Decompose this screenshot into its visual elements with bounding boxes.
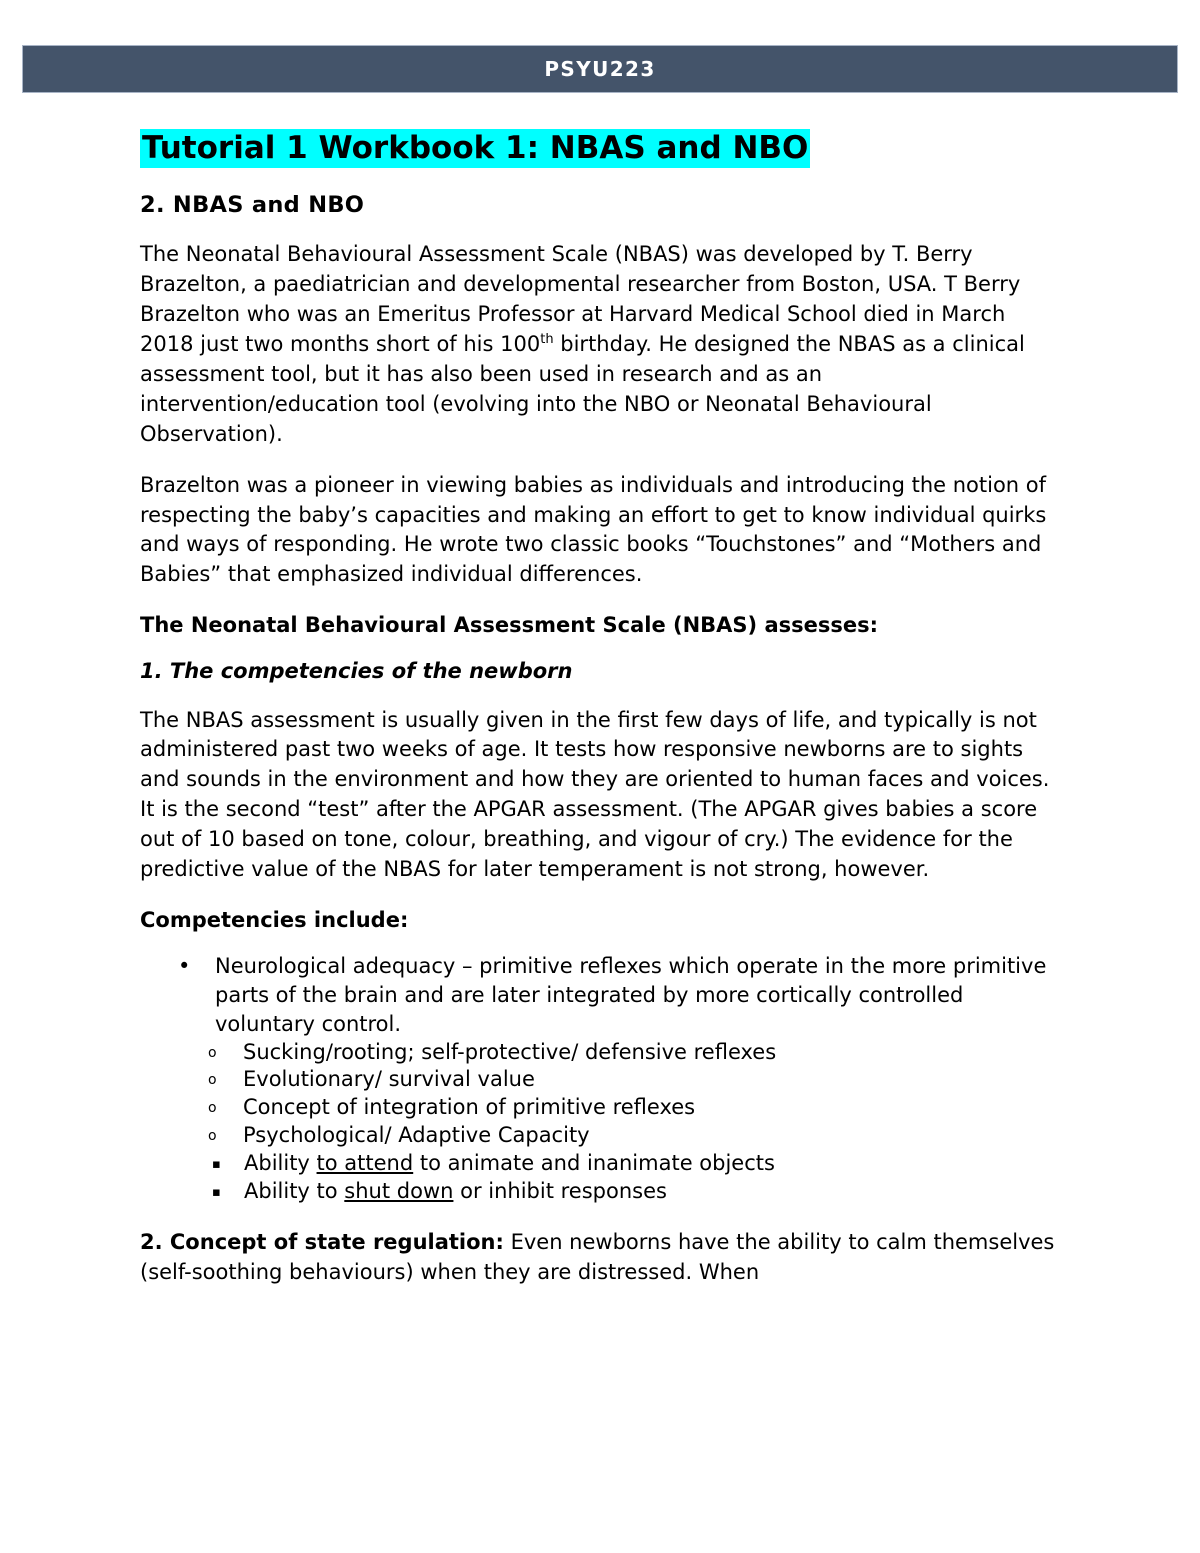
list-item-text-underlined: to attend [316, 1151, 414, 1176]
list-item [212, 1178, 1060, 1206]
bullet-circle-icon: o [208, 1128, 217, 1145]
list-item-label: Neurological adequacy – primitive reflexes which operate in the more primitive parts of the brain and are later integrated by more cortically controlled voluntary control. [215, 954, 1047, 1036]
competencies-include-heading: Competencies include: [140, 908, 409, 933]
list-item-label [244, 1151, 775, 1175]
ordinal-superscript: th [540, 331, 554, 347]
list-item [208, 1039, 1060, 1067]
bullet-circle-icon: o [208, 1072, 217, 1089]
list-item [208, 1122, 1060, 1150]
state-regulation-text: Even newborns have the ability to calm themselves (self-soothing behaviours) when they are distressed. When [140, 1230, 1055, 1284]
bullet-square-icon: ▪ [212, 1157, 221, 1173]
list-item [208, 1066, 1060, 1094]
competencies-list [140, 952, 1060, 1206]
list-item-label: Sucking/rooting; self-protective/ defensive reflexes [243, 1039, 777, 1064]
document-title-wrapper [140, 128, 1060, 169]
page-header-banner [22, 45, 1178, 93]
document-body [140, 128, 1060, 1309]
bullet-circle-icon: o [208, 1044, 217, 1061]
bullet-square-icon: ▪ [212, 1185, 221, 1201]
list-item-text-underlined: shut down [344, 1179, 454, 1204]
document-title: Tutorial 1 Workbook 1: NBAS and NBO [142, 130, 809, 166]
list-item-text-after: to animate and inanimate objects [413, 1151, 775, 1176]
paragraph-nbas-origin [140, 240, 1060, 449]
bullet-circle-icon: o [208, 1100, 217, 1117]
list-item-text-before: Ability to [244, 1179, 345, 1204]
list-item-text-before: Ability [244, 1151, 317, 1176]
list-item-label: Evolutionary/ survival value [243, 1067, 535, 1092]
bullet-disc-icon: • [178, 954, 191, 979]
assesses-heading: The Neonatal Behavioural Assessment Scale (NBAS) assesses: [140, 613, 879, 638]
paragraph-nbas-assessment: The NBAS assessment is usually given in the first few days of life, and typically is not administered past two weeks of age. It tests how responsive newborns are to sights and sounds in the environment and how they are oriented to human faces and voices. It is the second “test” after the APGAR assessment. (The APGAR gives babies a score out of 10 based on tone, colour, breathing, and vigour of cry.) The evidence for the predictive value of the NBAS for later temperament is not strong, however. [140, 707, 1050, 882]
list-item-label [244, 1179, 667, 1203]
list-item [212, 1150, 1060, 1178]
paragraph-nbas-origin-part-a: The Neonatal Behavioural Assessment Scale (NBAS) was developed by T. Berry Brazelton, a paediatrician and developmental researcher from Boston, USA. T Berry Brazelton who was an Emeritus Professor at Harvard Medical School died in March 2018 just two months short of his 100 [140, 242, 1021, 356]
bullet-list-level-2 [140, 1039, 1060, 1151]
bullet-list-level-1 [140, 952, 1060, 1038]
list-item-label: Concept of integration of primitive reflexes [243, 1095, 696, 1120]
list-item-text-after: or inhibit responses [453, 1179, 667, 1204]
state-regulation-label: 2. Concept of state regulation: [140, 1230, 504, 1255]
list-item [140, 952, 1060, 1038]
competency-heading: 1. The competencies of the newborn [140, 659, 573, 684]
paragraph-nbas-origin-part-b: birthday. He designed the NBAS as a clinical assessment tool, but it has also been used in research and as an intervention/education tool (evolving into the NBO or Neonatal Behavioural Observation). [140, 331, 1025, 446]
bullet-list-level-3 [140, 1150, 1060, 1206]
paragraph-state-regulation [140, 1228, 1060, 1288]
paragraph-brazelton-pioneer: Brazelton was a pioneer in viewing babies as individuals and introducing the notion of respecting the baby’s capacities and making an effort to get to know individual quirks and ways of responding. He wrote two classic books “Touchstones” and “Mothers and Babies” that emphasized individual differences. [140, 472, 1047, 587]
list-item [208, 1094, 1060, 1122]
course-code-label: PSYU223 [544, 57, 656, 81]
section-heading: 2. NBAS and NBO [140, 191, 365, 218]
list-item-label: Psychological/ Adaptive Capacity [243, 1123, 590, 1148]
